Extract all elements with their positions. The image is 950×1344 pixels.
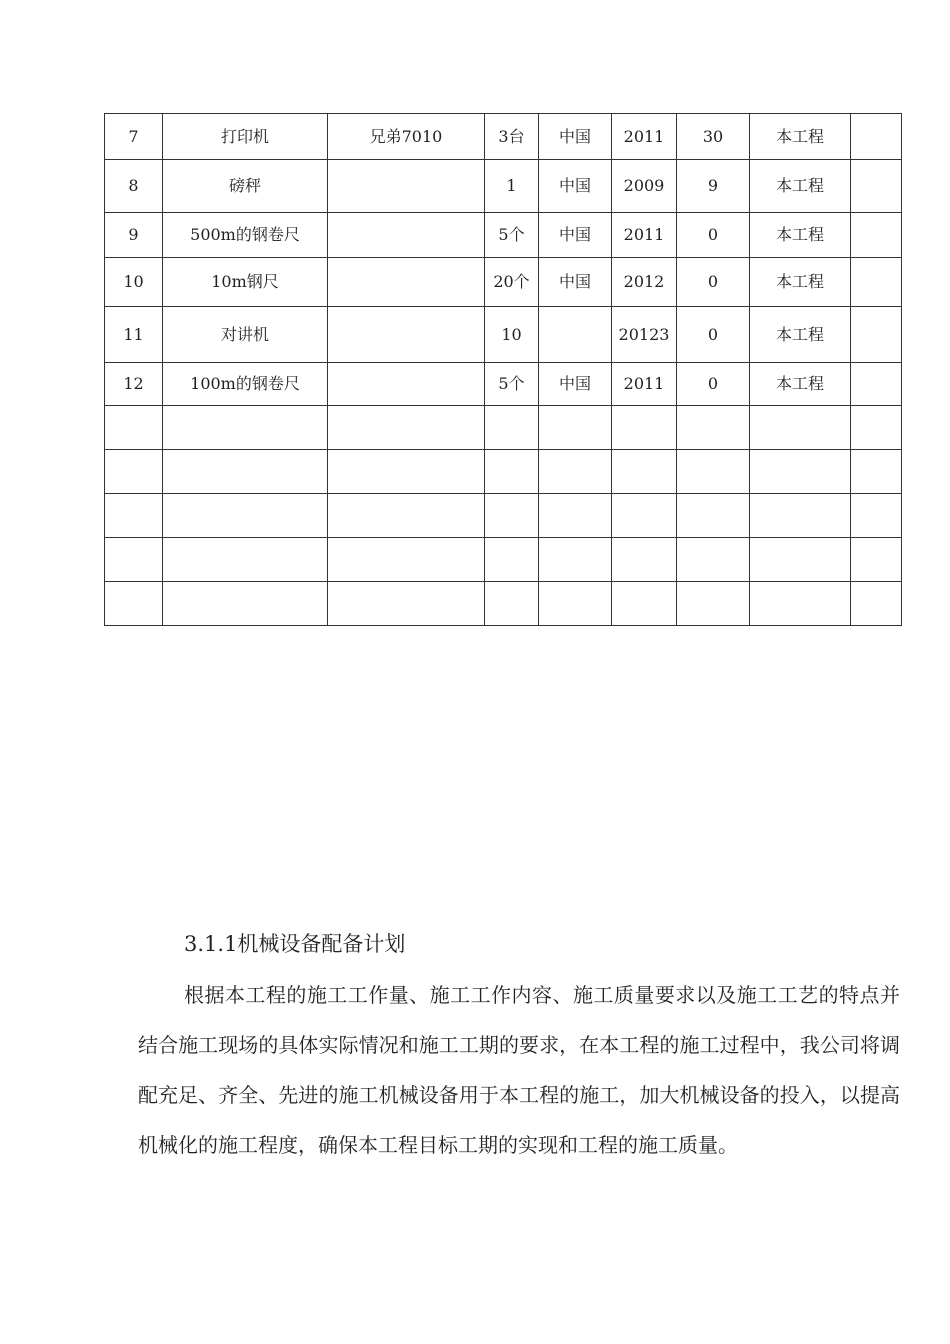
table-cell-qty: 10 [485, 307, 539, 363]
table-cell-name: 打印机 [163, 114, 328, 160]
table-cell-empty [612, 582, 677, 626]
table-cell-power: 0 [677, 363, 750, 406]
table-cell-model [328, 160, 485, 213]
table-cell-empty [485, 494, 539, 538]
table-cell-use: 本工程 [750, 258, 851, 307]
table-cell-name: 10m钢尺 [163, 258, 328, 307]
table-cell-no: 11 [105, 307, 163, 363]
table-cell-origin: 中国 [539, 160, 612, 213]
table-cell-empty [750, 450, 851, 494]
table-cell-empty [677, 538, 750, 582]
table-cell-empty [328, 582, 485, 626]
table-cell-origin: 中国 [539, 258, 612, 307]
table-cell-empty [539, 406, 612, 450]
table-cell-note [851, 160, 902, 213]
table-cell-empty [750, 582, 851, 626]
table-cell-empty [851, 538, 902, 582]
table-cell-model [328, 307, 485, 363]
table-cell-use: 本工程 [750, 213, 851, 258]
table-cell-no: 10 [105, 258, 163, 307]
table-cell-power: 9 [677, 160, 750, 213]
table-row [105, 213, 902, 258]
table-cell-year: 2011 [612, 213, 677, 258]
table-cell-year: 2011 [612, 114, 677, 160]
table-cell-name: 100m的钢卷尺 [163, 363, 328, 406]
table-cell-year: 20123 [612, 307, 677, 363]
table-cell-model: 兄弟7010 [328, 114, 485, 160]
table-cell-empty [851, 494, 902, 538]
table-cell-use: 本工程 [750, 160, 851, 213]
table-cell-empty [328, 538, 485, 582]
table-cell-name: 磅秤 [163, 160, 328, 213]
table-cell-empty [163, 406, 328, 450]
table-cell-name: 对讲机 [163, 307, 328, 363]
table-cell-empty [485, 450, 539, 494]
table-cell-note [851, 114, 902, 160]
table-cell-empty [485, 582, 539, 626]
table-row [105, 160, 902, 213]
empty-table-row [105, 450, 902, 494]
table-cell-note [851, 363, 902, 406]
table-cell-empty [485, 406, 539, 450]
table-cell-empty [750, 538, 851, 582]
table-cell-empty [163, 582, 328, 626]
table-cell-empty [851, 582, 902, 626]
table-cell-no: 12 [105, 363, 163, 406]
table-cell-origin: 中国 [539, 114, 612, 160]
table-cell-model [328, 258, 485, 307]
table-cell-name: 500m的钢卷尺 [163, 213, 328, 258]
empty-table-row [105, 494, 902, 538]
table-cell-empty [539, 450, 612, 494]
table-cell-empty [539, 582, 612, 626]
table-cell-empty [851, 450, 902, 494]
table-row [105, 258, 902, 307]
table-cell-qty: 20个 [485, 258, 539, 307]
table-cell-empty [105, 494, 163, 538]
table-row [105, 363, 902, 406]
table-cell-use: 本工程 [750, 363, 851, 406]
table-cell-empty [677, 582, 750, 626]
table-cell-empty [677, 406, 750, 450]
table-cell-empty [105, 450, 163, 494]
table-cell-empty [328, 450, 485, 494]
equipment-table [104, 113, 902, 626]
section-paragraph: 根据本工程的施工工作量、施工工作内容、施工质量要求以及施工工艺的特点并结合施工现场的具体实际情况和施工工期的要求，在本工程的施工过程中，我公司将调配充足、齐全、先进的施工机械设备用于本工程的施工，加大机械设备的投入，以提高机械化的施工程度，确保本工程目标工期的实现和工程的施工质量。 [138, 983, 900, 1157]
table-cell-power: 0 [677, 258, 750, 307]
empty-table-row [105, 538, 902, 582]
table-cell-empty [851, 406, 902, 450]
table-cell-empty [612, 450, 677, 494]
table-cell-empty [328, 406, 485, 450]
table-cell-use: 本工程 [750, 114, 851, 160]
table-row [105, 114, 902, 160]
table-cell-no: 9 [105, 213, 163, 258]
table-cell-power: 30 [677, 114, 750, 160]
table-cell-no: 8 [105, 160, 163, 213]
table-cell-model [328, 213, 485, 258]
section-heading: 3.1.1机械设备配备计划 [184, 932, 406, 956]
empty-table-row [105, 406, 902, 450]
empty-table-row [105, 582, 902, 626]
table-cell-year: 2011 [612, 363, 677, 406]
table-cell-empty [485, 538, 539, 582]
table-cell-origin [539, 307, 612, 363]
table-cell-qty: 5个 [485, 363, 539, 406]
table-cell-empty [163, 538, 328, 582]
table-cell-empty [612, 538, 677, 582]
table-cell-power: 0 [677, 307, 750, 363]
table-cell-empty [539, 494, 612, 538]
table-cell-empty [750, 494, 851, 538]
equipment-table-body [105, 114, 902, 626]
table-cell-qty: 5个 [485, 213, 539, 258]
table-cell-no: 7 [105, 114, 163, 160]
table-cell-qty: 3台 [485, 114, 539, 160]
table-cell-year: 2009 [612, 160, 677, 213]
table-cell-empty [163, 494, 328, 538]
table-cell-empty [750, 406, 851, 450]
table-cell-power: 0 [677, 213, 750, 258]
table-cell-qty: 1 [485, 160, 539, 213]
table-cell-use: 本工程 [750, 307, 851, 363]
table-cell-note [851, 307, 902, 363]
table-cell-year: 2012 [612, 258, 677, 307]
table-cell-empty [677, 450, 750, 494]
table-cell-empty [163, 450, 328, 494]
table-cell-empty [612, 406, 677, 450]
table-cell-empty [105, 582, 163, 626]
table-cell-origin: 中国 [539, 363, 612, 406]
table-row [105, 307, 902, 363]
table-cell-empty [328, 494, 485, 538]
table-cell-note [851, 258, 902, 307]
table-cell-empty [105, 538, 163, 582]
table-cell-model [328, 363, 485, 406]
table-cell-note [851, 213, 902, 258]
table-cell-origin: 中国 [539, 213, 612, 258]
table-cell-empty [105, 406, 163, 450]
table-cell-empty [612, 494, 677, 538]
table-cell-empty [539, 538, 612, 582]
table-cell-empty [677, 494, 750, 538]
